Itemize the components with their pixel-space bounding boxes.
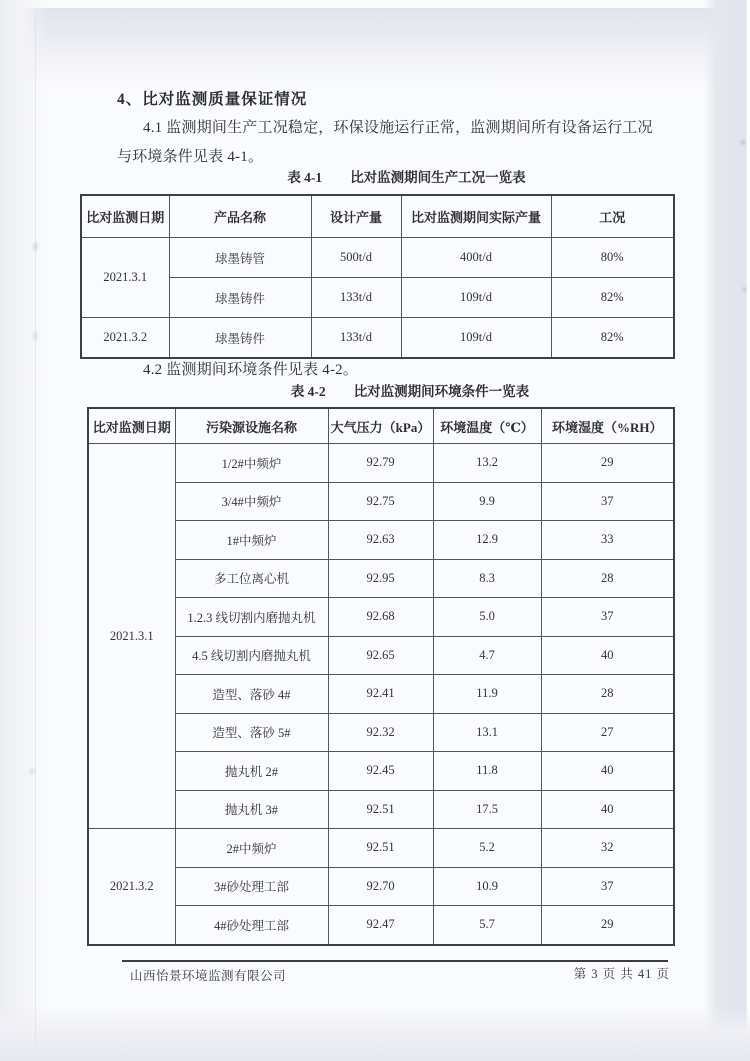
table-cell: 400t/d bbox=[401, 238, 551, 278]
table-row bbox=[88, 636, 674, 675]
table-cell: 92.70 bbox=[328, 867, 433, 906]
paragraph-4-1-line2: 与环境条件见表 4-1。 bbox=[117, 149, 264, 165]
table-row bbox=[81, 278, 674, 318]
table-row bbox=[88, 752, 674, 791]
table-cell: 多工位离心机 bbox=[175, 559, 328, 598]
table-cell: 1/2#中频炉 bbox=[175, 444, 328, 483]
table-cell: 17.5 bbox=[433, 790, 541, 829]
paragraph-4-2: 4.2 监测期间环境条件见表 4-2。 bbox=[143, 362, 359, 378]
table-4-2-caption-title: 比对监测期间环境条件一览表 bbox=[353, 384, 530, 399]
section-heading: 4、比对监测质量保证情况 bbox=[117, 91, 308, 108]
table-cell: 37 bbox=[541, 867, 674, 906]
table-row bbox=[88, 906, 674, 945]
table-row bbox=[81, 318, 674, 359]
table-cell: 40 bbox=[541, 752, 674, 791]
table-cell: 92.47 bbox=[328, 906, 433, 945]
table-cell: 4#砂处理工部 bbox=[175, 906, 328, 945]
table-cell: 9.9 bbox=[433, 482, 541, 521]
table-cell: 27 bbox=[541, 713, 674, 752]
footer-rule bbox=[122, 960, 668, 962]
table-cell: 抛丸机 3# bbox=[175, 790, 328, 829]
table-cell: 82% bbox=[551, 318, 674, 359]
table-cell: 29 bbox=[541, 906, 674, 945]
table-4-2-caption bbox=[117, 380, 703, 400]
table-cell: 3#砂处理工部 bbox=[175, 867, 328, 906]
production-conditions-table bbox=[80, 194, 675, 359]
table-row bbox=[88, 713, 674, 752]
table-cell: 10.9 bbox=[433, 867, 541, 906]
table-cell: 40 bbox=[541, 790, 674, 829]
column-header: 环境温度（℃） bbox=[433, 408, 541, 444]
table-cell: 8.3 bbox=[433, 559, 541, 598]
date-cell: 2021.3.1 bbox=[81, 238, 169, 318]
table-cell: 92.63 bbox=[328, 521, 433, 560]
table-row bbox=[88, 790, 674, 829]
header-row bbox=[88, 408, 674, 444]
scan-top-shadow bbox=[0, 8, 750, 88]
table-4-1-caption bbox=[110, 166, 703, 186]
table-cell: 92.68 bbox=[328, 598, 433, 637]
table-cell: 4.5 线切割内磨抛丸机 bbox=[175, 636, 328, 675]
table-cell: 28 bbox=[541, 675, 674, 714]
paragraph-4-1-line1: 4.1 监测期间生产工况稳定，环保设施运行正常，监测期间所有设备运行工况 bbox=[143, 120, 653, 136]
table-cell: 92.51 bbox=[328, 790, 433, 829]
table-cell: 133t/d bbox=[311, 278, 401, 318]
column-header: 环境湿度（%RH） bbox=[541, 408, 674, 444]
table-row bbox=[88, 598, 674, 637]
table-cell: 5.7 bbox=[433, 906, 541, 945]
table-cell: 37 bbox=[541, 482, 674, 521]
table-cell: 1#中频炉 bbox=[175, 521, 328, 560]
footer-page-number: 第 3 页 共 41 页 bbox=[573, 967, 670, 981]
column-header: 比对监测日期 bbox=[88, 408, 175, 444]
table-cell: 11.8 bbox=[433, 752, 541, 791]
scan-left-shadow bbox=[0, 0, 48, 1061]
table-cell: 109t/d bbox=[401, 318, 551, 359]
table-cell: 3/4#中频炉 bbox=[175, 482, 328, 521]
table-cell: 4.7 bbox=[433, 636, 541, 675]
column-header: 大气压力（kPa） bbox=[328, 408, 433, 444]
table-cell: 109t/d bbox=[401, 278, 551, 318]
table-cell: 92.95 bbox=[328, 559, 433, 598]
column-header: 产品名称 bbox=[169, 195, 311, 238]
table-row bbox=[88, 675, 674, 714]
table-cell: 92.65 bbox=[328, 636, 433, 675]
paper-edge-line bbox=[35, 12, 36, 1047]
table-4-1-caption-label: 表 4-1 bbox=[287, 170, 323, 185]
header-row bbox=[81, 195, 674, 238]
date-cell: 2021.3.1 bbox=[88, 444, 175, 829]
table-row bbox=[88, 482, 674, 521]
table-row bbox=[88, 521, 674, 560]
table-cell: 球墨铸管 bbox=[169, 238, 311, 278]
table-cell: 2#中频炉 bbox=[175, 829, 328, 868]
table-cell: 球墨铸件 bbox=[169, 318, 311, 359]
scan-bottom-shadow bbox=[0, 1006, 750, 1061]
scan-right-shadow bbox=[704, 0, 750, 1061]
scan-artifact bbox=[742, 287, 747, 292]
table-cell: 92.41 bbox=[328, 675, 433, 714]
date-cell: 2021.3.2 bbox=[88, 829, 175, 945]
table-cell: 37 bbox=[541, 598, 674, 637]
table-row bbox=[88, 867, 674, 906]
table-cell: 500t/d bbox=[311, 238, 401, 278]
table-cell: 球墨铸件 bbox=[169, 278, 311, 318]
table-cell: 28 bbox=[541, 559, 674, 598]
table-cell: 13.2 bbox=[433, 444, 541, 483]
table-4-2-caption-label: 表 4-2 bbox=[290, 384, 326, 399]
column-header: 污染源设施名称 bbox=[175, 408, 328, 444]
environment-conditions-table bbox=[87, 407, 675, 946]
table-cell: 92.51 bbox=[328, 829, 433, 868]
scan-artifact bbox=[33, 242, 38, 251]
table-cell: 13.1 bbox=[433, 713, 541, 752]
table-row bbox=[88, 829, 674, 868]
table-cell: 80% bbox=[551, 238, 674, 278]
table-cell: 造型、落砂 5# bbox=[175, 713, 328, 752]
table-cell: 32 bbox=[541, 829, 674, 868]
table-cell: 抛丸机 2# bbox=[175, 752, 328, 791]
table-cell: 12.9 bbox=[433, 521, 541, 560]
table-cell: 33 bbox=[541, 521, 674, 560]
table-cell: 5.0 bbox=[433, 598, 541, 637]
column-header: 工况 bbox=[551, 195, 674, 238]
table-cell: 40 bbox=[541, 636, 674, 675]
table-cell: 92.75 bbox=[328, 482, 433, 521]
column-header: 比对监测日期 bbox=[81, 195, 169, 238]
column-header: 比对监测期间实际产量 bbox=[401, 195, 551, 238]
table-cell: 29 bbox=[541, 444, 674, 483]
scan-artifact bbox=[740, 140, 746, 145]
table-cell: 92.32 bbox=[328, 713, 433, 752]
scan-artifact bbox=[29, 768, 35, 775]
table-row bbox=[88, 444, 674, 483]
table-cell: 82% bbox=[551, 278, 674, 318]
table-row bbox=[88, 559, 674, 598]
table-cell: 造型、落砂 4# bbox=[175, 675, 328, 714]
scan-artifact bbox=[33, 332, 38, 340]
footer-company-name: 山西怡景环境监测有限公司 bbox=[130, 969, 287, 983]
table-cell: 5.2 bbox=[433, 829, 541, 868]
table-cell: 133t/d bbox=[311, 318, 401, 359]
table-cell: 92.79 bbox=[328, 444, 433, 483]
date-cell: 2021.3.2 bbox=[81, 318, 169, 359]
table-cell: 11.9 bbox=[433, 675, 541, 714]
table-4-1-caption-title: 比对监测期间生产工况一览表 bbox=[350, 170, 526, 185]
column-header: 设计产量 bbox=[311, 195, 401, 238]
table-row bbox=[81, 238, 674, 278]
table-cell: 1.2.3 线切割内磨抛丸机 bbox=[175, 598, 328, 637]
table-cell: 92.45 bbox=[328, 752, 433, 791]
